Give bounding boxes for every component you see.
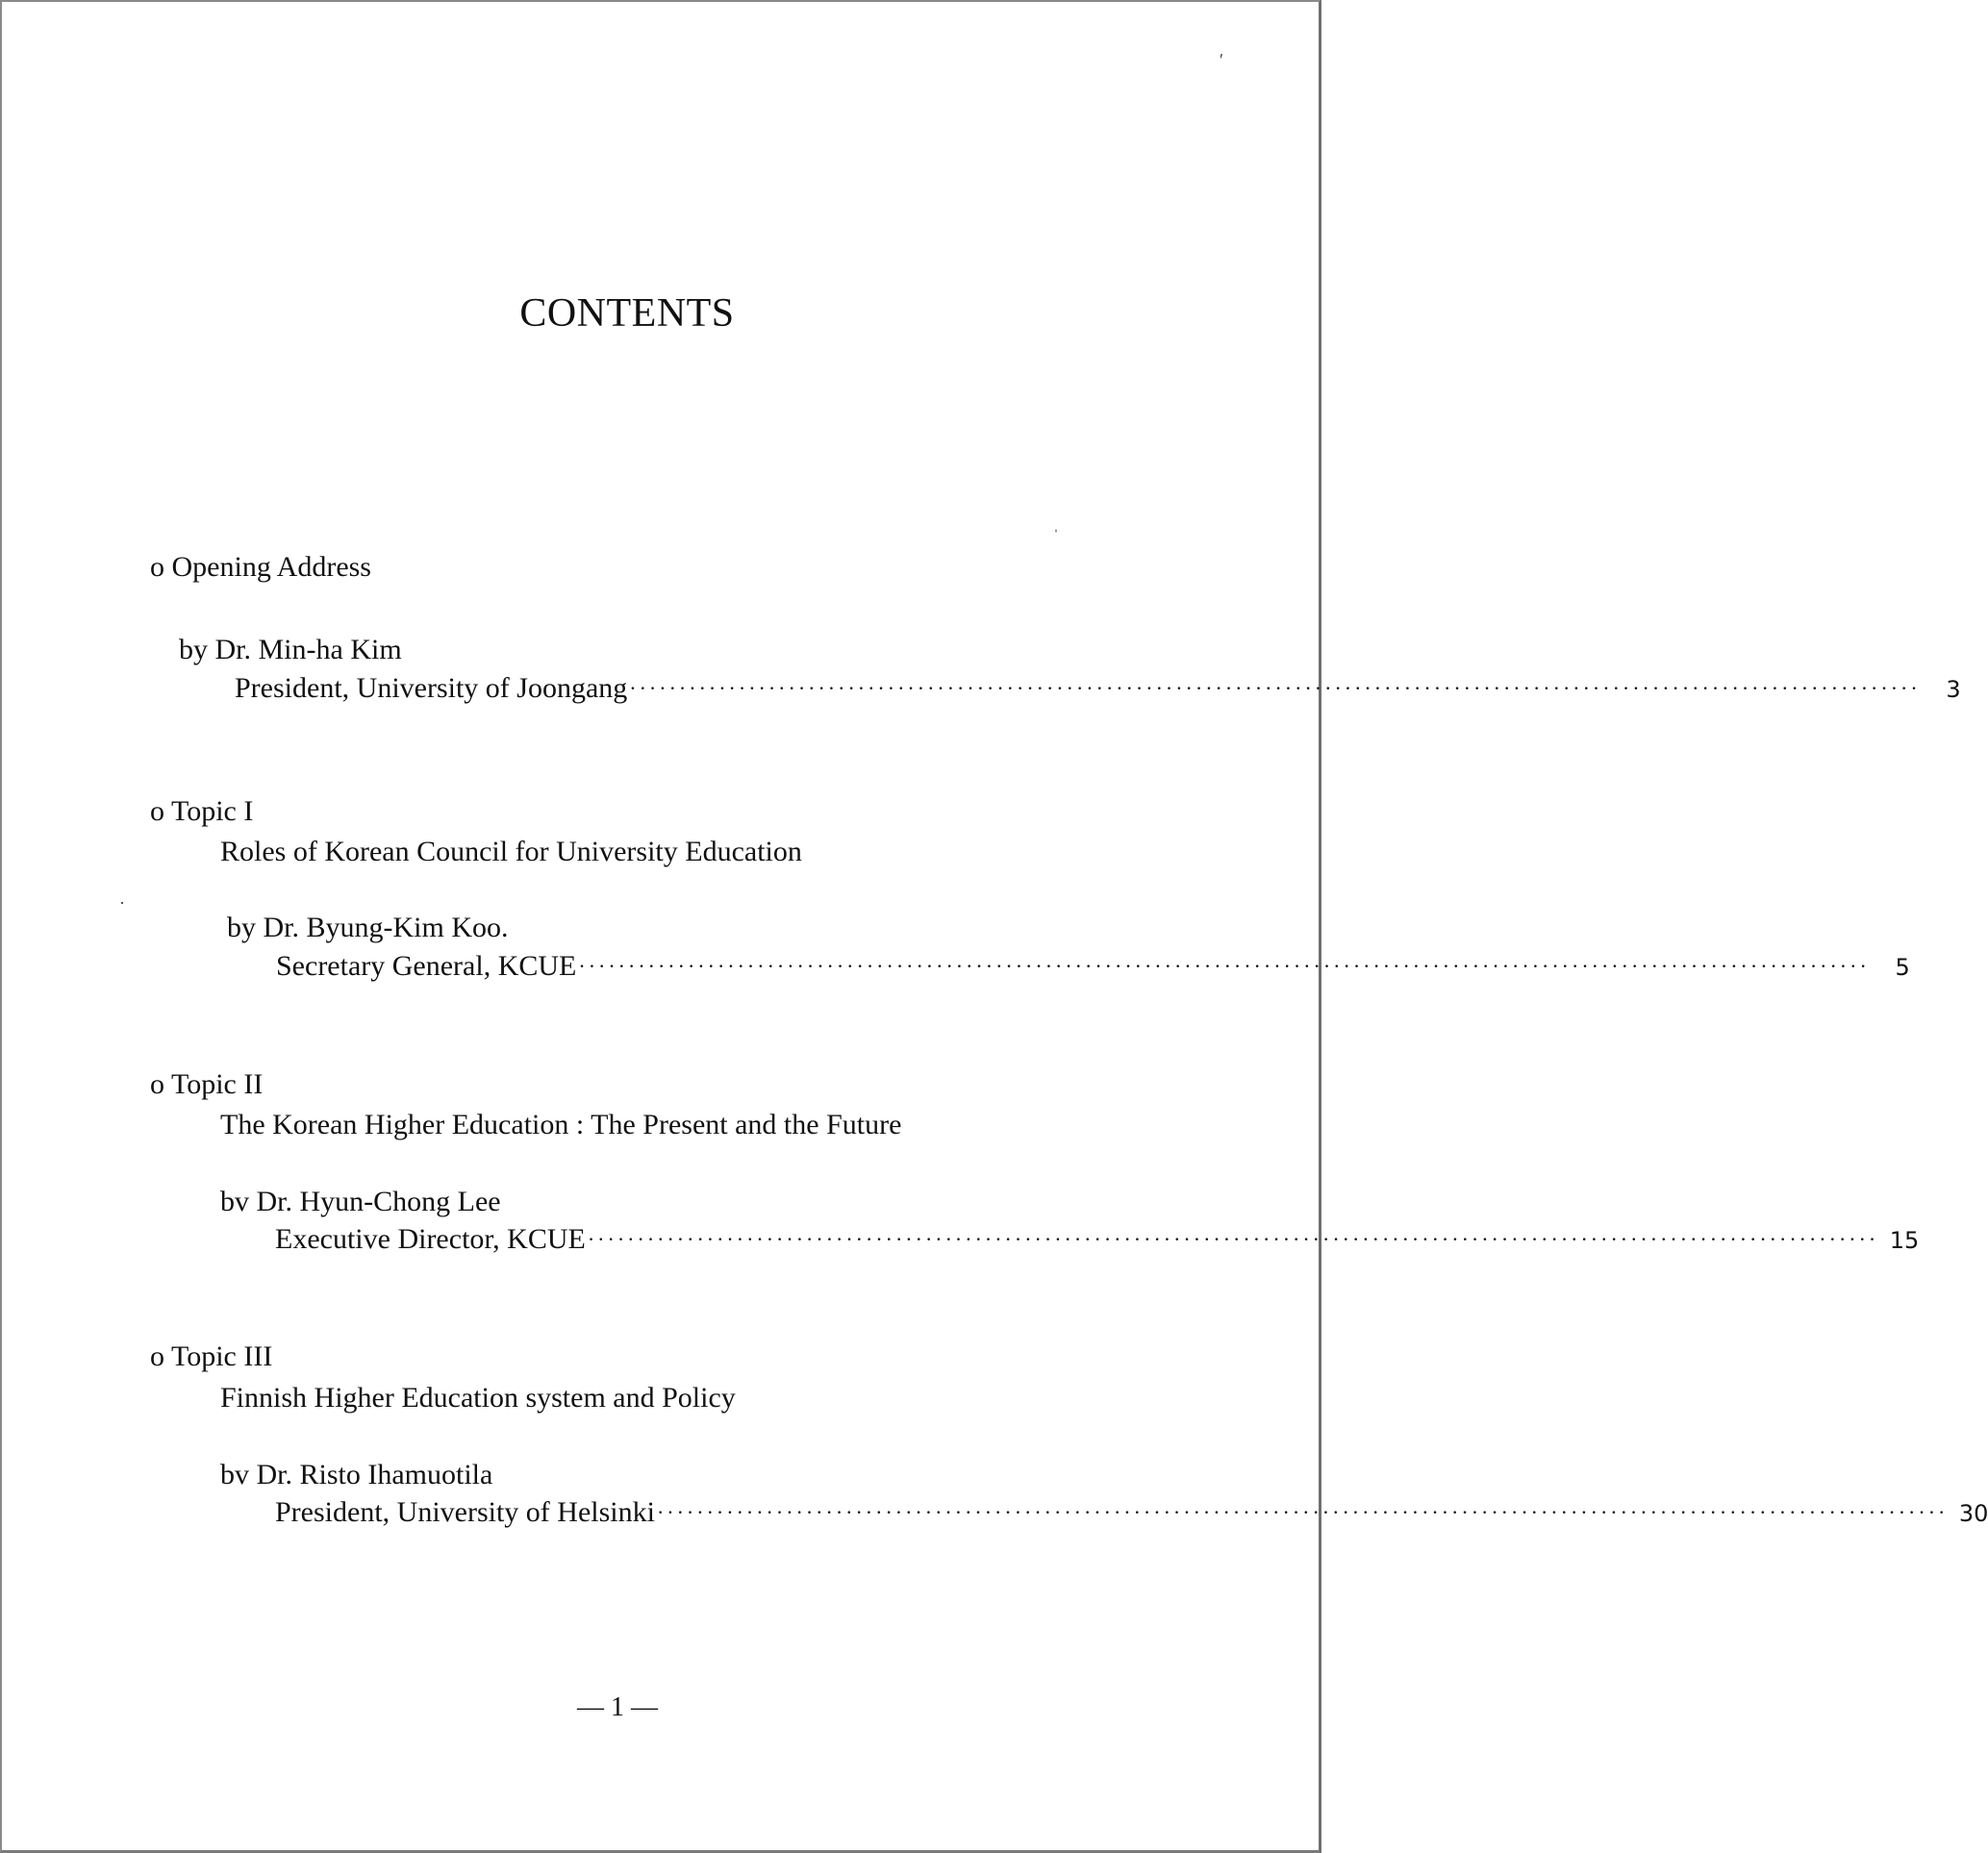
scan-speck: ˈ [1053,526,1059,545]
entry-author: bv Dr. Hyun-Chong Lee [220,1186,501,1217]
scan-speck: · [119,893,125,913]
entry-heading: o Topic III [150,1340,273,1372]
entry-subtitle: Roles of Korean Council for University Education [220,836,802,867]
toc-entry-line[interactable] [235,671,1961,708]
entry-author: bv Dr. Risto Ihamuotila [220,1459,493,1490]
entry-heading: o Topic I [150,795,254,827]
page-number-footer: — 1 — [577,1692,658,1722]
leader-dots: ·································································································································· [629,676,1921,700]
scan-speck: ʹ [1220,50,1223,69]
toc-entry-line[interactable] [275,1222,1920,1259]
page-title: CONTENTS [519,291,735,336]
leader-dots: ·································································································································· [587,1227,1879,1251]
entry-author: by Dr. Byung-Kim Koo. [227,912,509,943]
leader-dots: ·································································································································· [656,1500,1949,1524]
entry-heading: o Topic II [150,1068,264,1100]
entry-affiliation: Executive Director, KCUE [275,1223,586,1255]
entry-affiliation: President, University of Joongang [235,672,628,704]
entry-page-number: 3 [1946,676,1961,703]
entry-affiliation: President, University of Helsinki [275,1496,655,1528]
entry-page-number: 5 [1895,954,1910,981]
entry-subtitle: Finnish Higher Education system and Policy [220,1382,736,1414]
entry-heading: o Opening Address [150,551,371,583]
entry-subtitle: The Korean Higher Education : The Present and the Future [220,1109,902,1140]
entry-affiliation: Secretary General, KCUE [276,950,577,982]
entry-author: by Dr. Min-ha Kim [179,634,402,665]
entry-page-number: 30 [1958,1500,1988,1527]
leader-dots: ·································································································································· [578,954,1870,978]
entry-page-number: 15 [1889,1227,1920,1254]
toc-entry-line[interactable] [276,949,1910,986]
toc-entry-line[interactable] [275,1495,1988,1532]
